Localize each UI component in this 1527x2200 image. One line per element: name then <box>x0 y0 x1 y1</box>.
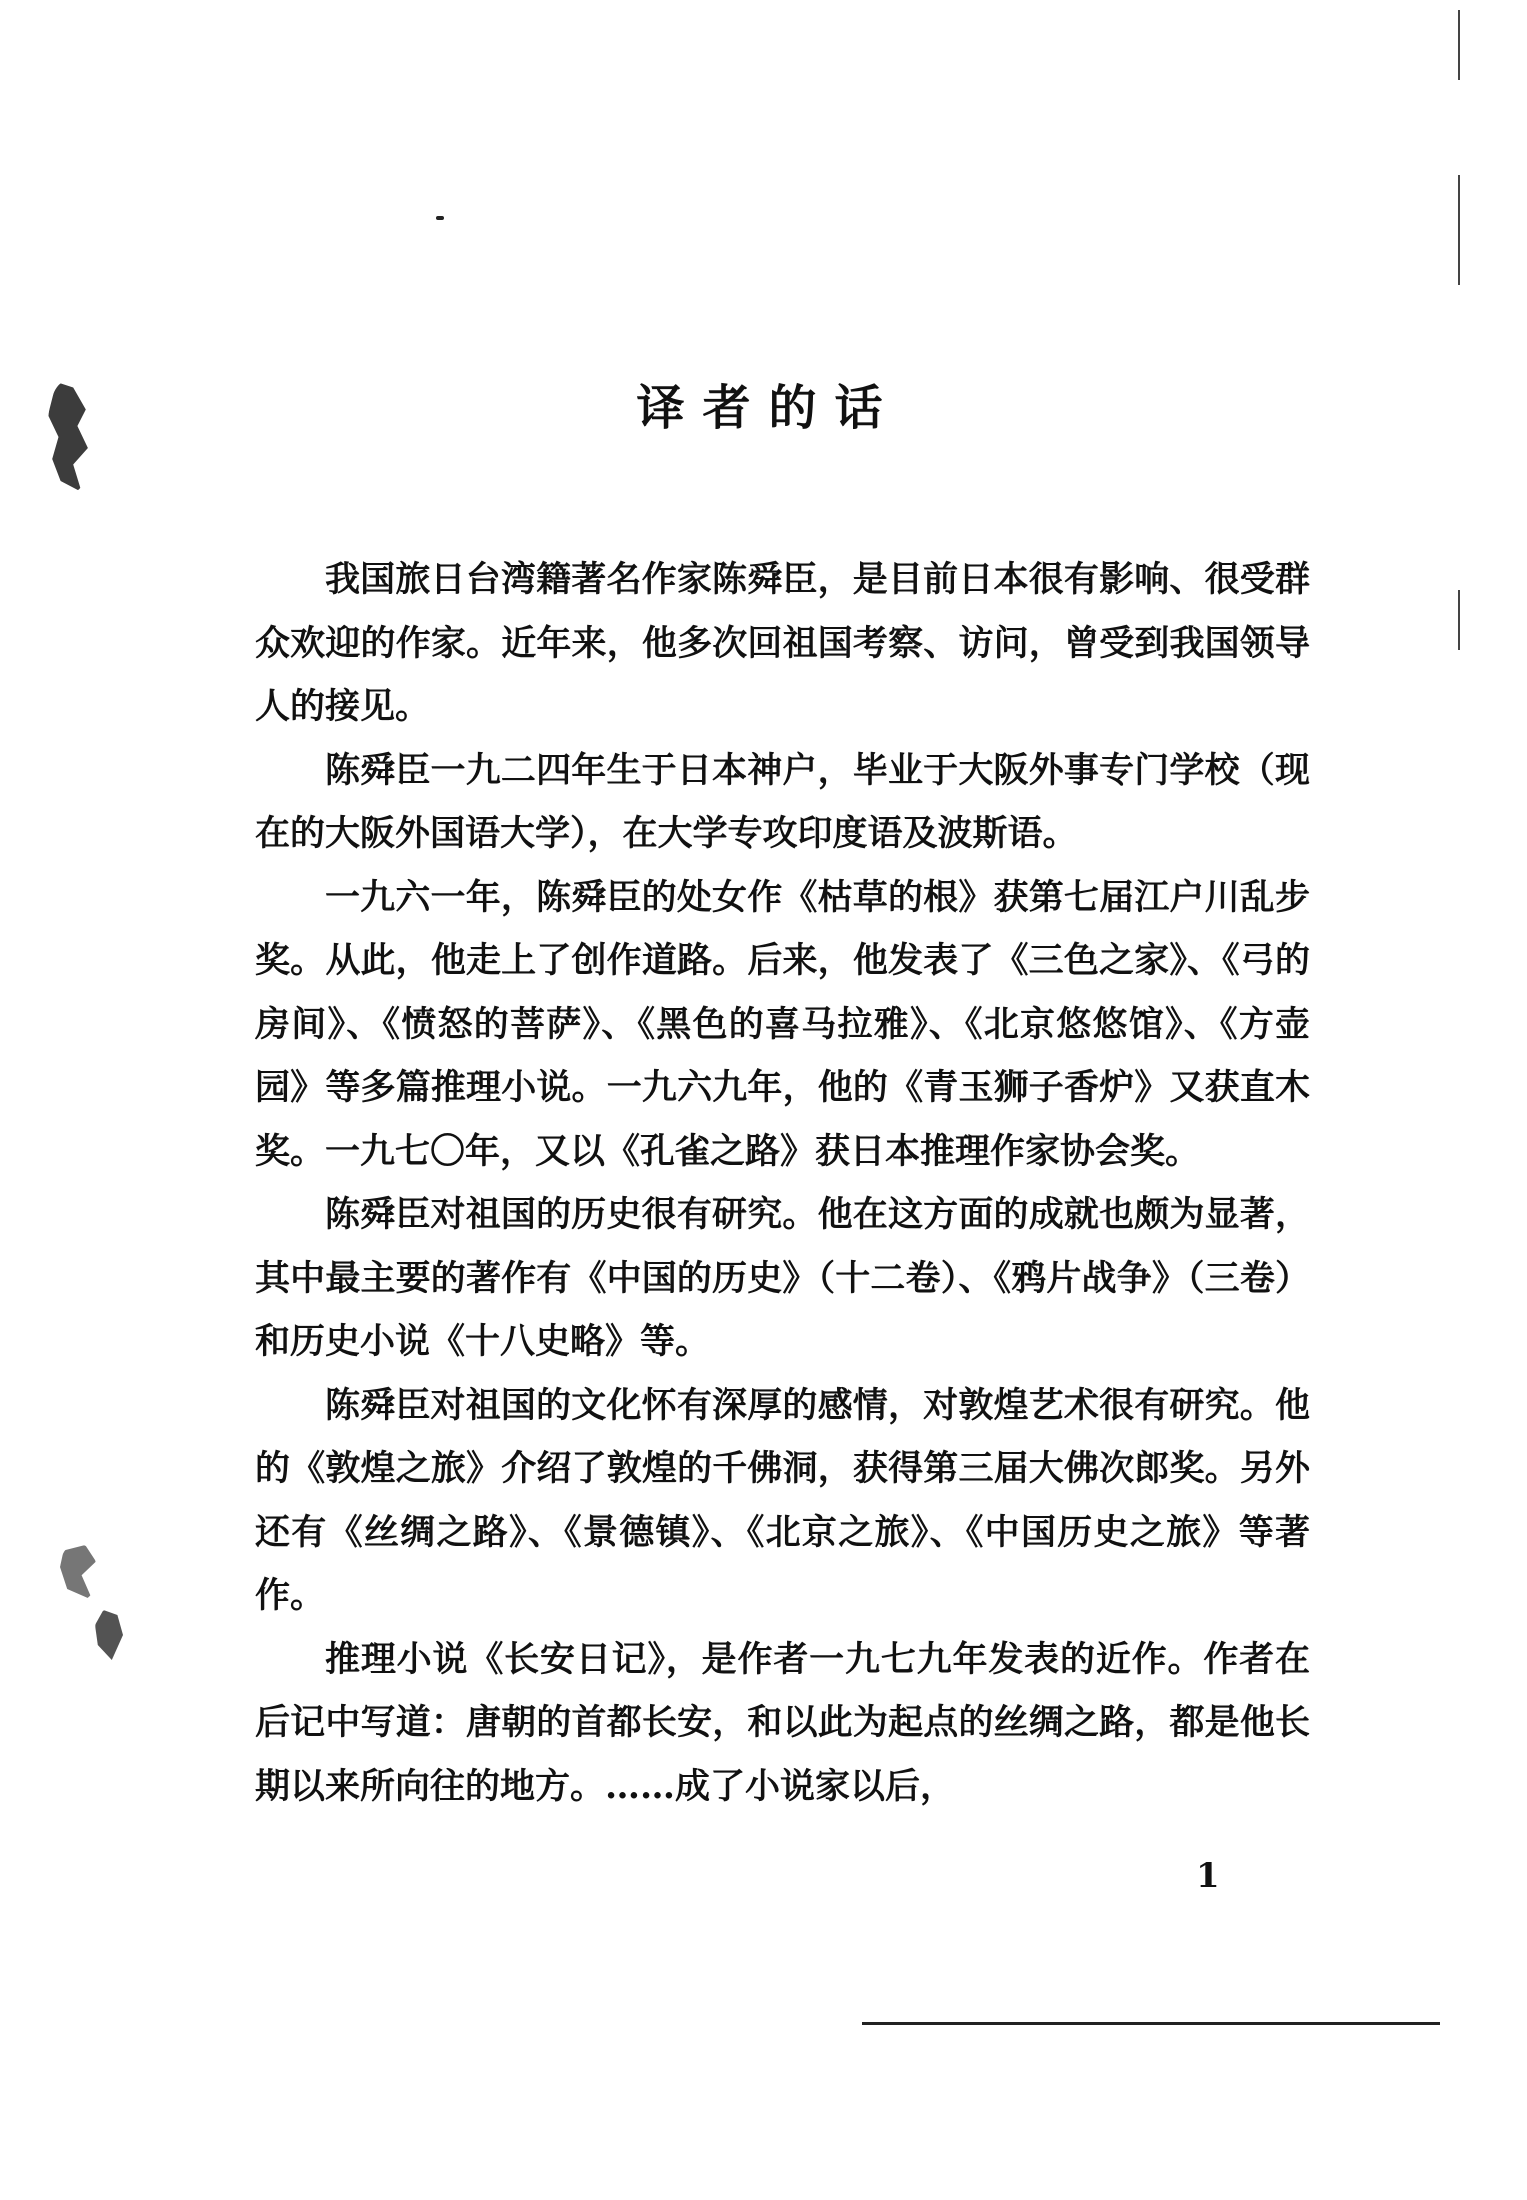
paragraph: 陈舜臣对祖国的文化怀有深厚的感情，对敦煌艺术很有研究。他的《敦煌之旅》介绍了敦煌的千佛洞，获得第三届大佛次郎奖。另外还有《丝绸之路》、《景德镇》、《北京之旅》、《中国历史之旅》等著作。 <box>255 1384 1310 1616</box>
footer-rule <box>862 2022 1440 2025</box>
paragraph: 一九六一年，陈舜臣的处女作《枯草的根》获第七届江户川乱步奖。从此，他走上了创作道路。后来，他发表了《三色之家》、《弓的房间》、《愤怒的菩萨》、《黑色的喜马拉雅》、《北京悠悠馆》、《方壶园》等多篇推理小说。一九六九年，他的《青玉狮子香炉》又获直木奖。一九七〇年，又以《孔雀之路》获日本推理作家协会奖。 <box>255 876 1310 1172</box>
paragraph: 陈舜臣对祖国的历史很有研究。他在这方面的成就也颇为显著，其中最主要的著作有《中国的历史》（十二卷）、《鸦片战争》（三卷）和历史小说《十八史略》等。 <box>255 1194 1310 1362</box>
page-number: 1 <box>1196 1856 1220 1896</box>
paragraph: 陈舜臣一九二四年生于日本神户，毕业于大阪外事专门学校（现在的大阪外国语大学），在大学专攻印度语及波斯语。 <box>255 749 1310 854</box>
page-title: 译者的话 <box>636 380 901 436</box>
scan-edge-line <box>1458 590 1460 650</box>
paragraph: 推理小说《长安日记》，是作者一九七九年发表的近作。作者在后记中写道：唐朝的首都长安，和以此为起点的丝绸之路，都是他长期以来所向往的地方。……成了小说家以后， <box>255 1638 1310 1807</box>
scan-speck <box>436 216 444 220</box>
body-text <box>255 548 1310 1818</box>
scan-smudge <box>60 1545 96 1600</box>
scan-smudge <box>95 1610 123 1660</box>
scan-edge-line <box>1458 10 1460 80</box>
scan-edge-line <box>1458 175 1460 285</box>
paragraph: 我国旅日台湾籍著名作家陈舜臣，是目前日本很有影响、很受群众欢迎的作家。近年来，他多次回祖国考察、访问，曾受到我国领导人的接见。 <box>255 559 1310 727</box>
